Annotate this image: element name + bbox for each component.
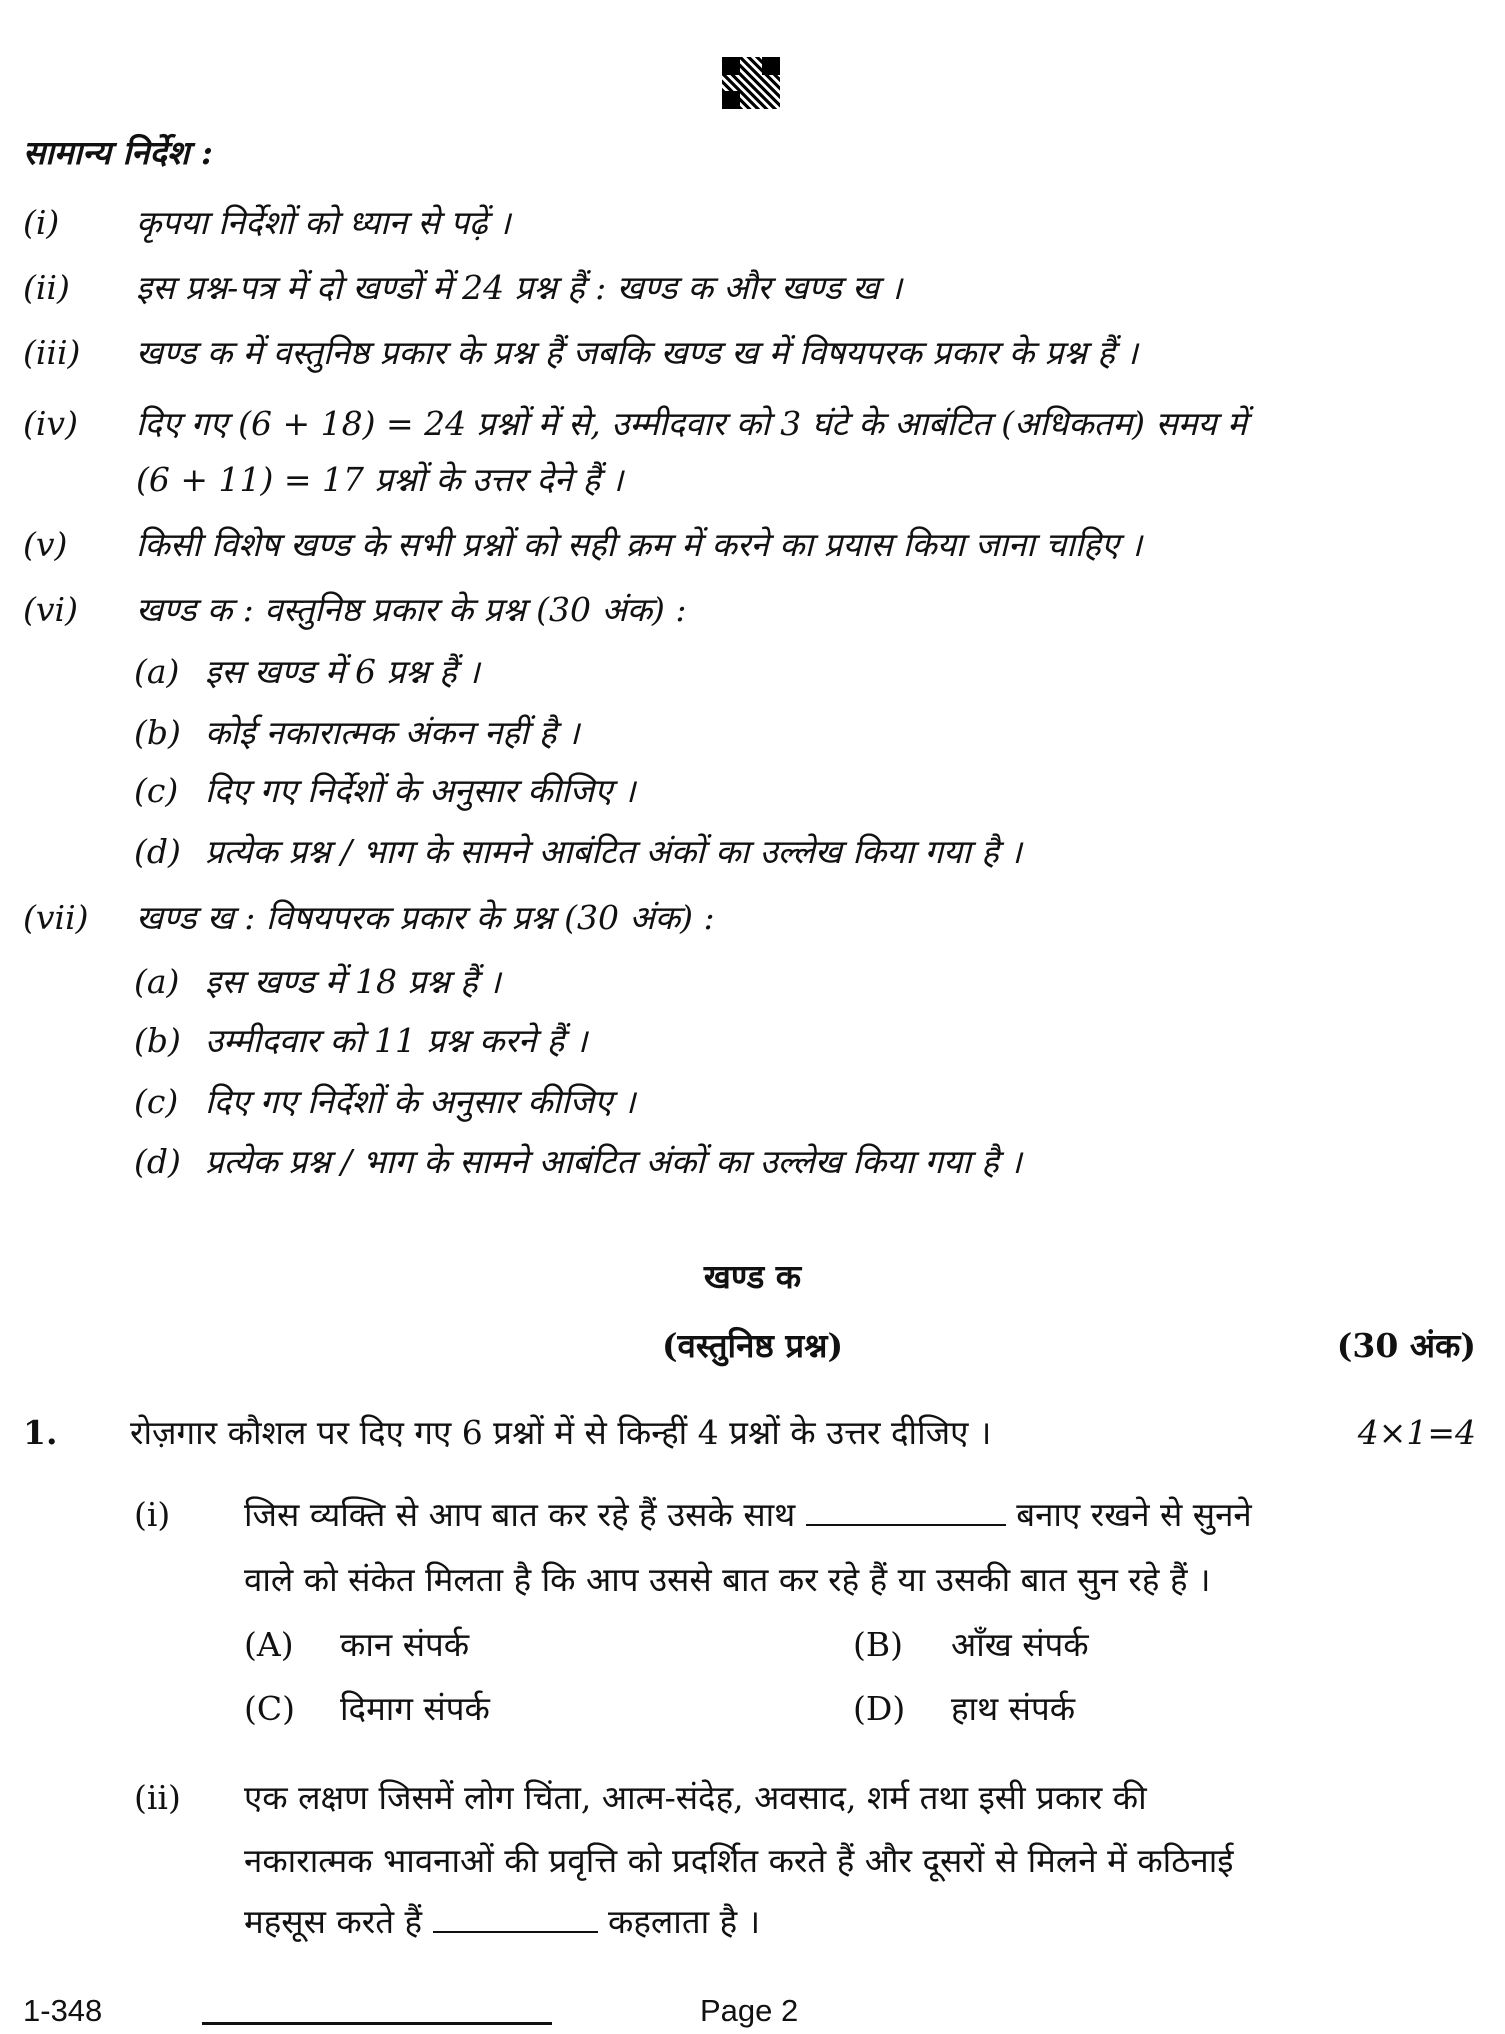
answer-blank: [806, 1523, 1006, 1526]
part-text: एक लक्षण जिसमें लोग चिंता, आत्म-संदेह, अवसाद, शर्म तथा इसी प्रकार की: [244, 1778, 1147, 1817]
sub-num: (c): [134, 771, 179, 810]
paper-code: 1-348: [23, 1993, 103, 2028]
instruction-num: (vi): [23, 590, 78, 629]
sub-text: दिए गए निर्देशों के अनुसार कीजिए ।: [205, 771, 636, 810]
instructions-title: सामान्य निर्देश :: [23, 133, 213, 172]
sub-num: (b): [134, 1021, 181, 1060]
sub-text: इस खण्ड में 6 प्रश्न हैं ।: [205, 652, 480, 691]
sub-text: प्रत्येक प्रश्न / भाग के सामने आबंटित अंकों का उल्लेख किया गया है ।: [205, 832, 1022, 871]
instruction-text: खण्ड ख : विषयपरक प्रकार के प्रश्न (30 अंक) :: [136, 898, 715, 937]
sub-num: (c): [134, 1082, 179, 1121]
page-number: Page 2: [700, 1993, 799, 2028]
section-marks: (30 अंक): [1336, 1326, 1476, 1365]
option-label: (B): [853, 1625, 903, 1664]
part-text: जिस व्यक्ति से आप बात कर रहे हैं उसके साथ बनाए रखने से सुनने: [244, 1495, 1252, 1534]
section-subtitle: (वस्तुनिष्ठ प्रश्न): [661, 1326, 844, 1365]
instruction-text: खण्ड क : वस्तुनिष्ठ प्रकार के प्रश्न (30 अंक) :: [136, 590, 687, 629]
section-title: खण्ड क: [703, 1257, 802, 1296]
instruction-text-continued: (6 + 11) = 17 प्रश्नों के उत्तर देने हैं ।: [136, 460, 624, 499]
instruction-text: कृपया निर्देशों को ध्यान से पढ़ें ।: [136, 203, 511, 242]
instruction-num: (v): [23, 525, 68, 564]
part-num: (i): [134, 1495, 171, 1534]
part-text: वाले को संकेत मिलता है कि आप उससे बात कर रहे हैं या उसकी बात सुन रहे हैं ।: [244, 1560, 1211, 1599]
sub-text: इस खण्ड में 18 प्रश्न हैं ।: [205, 962, 501, 1001]
answer-blank: [433, 1930, 598, 1933]
instruction-num: (vii): [23, 898, 89, 937]
instruction-text: किसी विशेष खण्ड के सभी प्रश्नों को सही क्रम में करने का प्रयास किया जाना चाहिए ।: [136, 525, 1143, 564]
instruction-num: (iii): [23, 333, 81, 372]
instruction-num: (ii): [23, 268, 70, 307]
sub-num: (b): [134, 713, 181, 752]
instruction-num: (i): [23, 203, 60, 242]
option-text: दिमाग संपर्क: [340, 1689, 490, 1728]
part-text: महसूस करते हैं कहलाता है ।: [244, 1902, 761, 1941]
sub-num: (a): [134, 652, 180, 691]
option-text: कान संपर्क: [340, 1625, 470, 1664]
sub-text: दिए गए निर्देशों के अनुसार कीजिए ।: [205, 1082, 636, 1121]
option-text: हाथ संपर्क: [951, 1689, 1076, 1728]
option-text: आँख संपर्क: [951, 1625, 1089, 1664]
question-marks: 4×1=4: [1357, 1413, 1476, 1452]
part-text: नकारात्मक भावनाओं की प्रवृत्ति को प्रदर्शित करते हैं और दूसरों से मिलने में कठिनाई: [244, 1841, 1234, 1880]
sub-text: कोई नकारात्मक अंकन नहीं है ।: [205, 713, 580, 752]
footer-divider: [202, 2022, 552, 2025]
part-num: (ii): [134, 1778, 181, 1817]
instruction-num: (iv): [23, 404, 78, 443]
option-label: (A): [244, 1625, 294, 1664]
sub-text: उम्मीदवार को 11 प्रश्न करने हैं ।: [205, 1021, 588, 1060]
instruction-text: इस प्रश्न-पत्र में दो खण्डों में 24 प्रश्न हैं : खण्ड क और खण्ड ख ।: [136, 268, 902, 307]
sub-num: (d): [134, 1142, 181, 1181]
sub-num: (a): [134, 962, 180, 1001]
question-text: रोज़गार कौशल पर दिए गए 6 प्रश्नों में से किन्हीं 4 प्रश्नों के उत्तर दीजिए ।: [130, 1413, 992, 1452]
sub-num: (d): [134, 832, 181, 871]
question-number: 1.: [23, 1413, 58, 1452]
option-label: (D): [853, 1689, 906, 1728]
sub-text: प्रत्येक प्रश्न / भाग के सामने आबंटित अंकों का उल्लेख किया गया है ।: [205, 1142, 1022, 1181]
option-label: (C): [244, 1689, 295, 1728]
instruction-text: दिए गए (6 + 18) = 24 प्रश्नों में से, उम्मीदवार को 3 घंटे के आबंटित (अधिकतम) समय में: [136, 404, 1247, 443]
qr-code: [722, 57, 780, 109]
instruction-text: खण्ड क में वस्तुनिष्ठ प्रकार के प्रश्न हैं जबकि खण्ड ख में विषयपरक प्रकार के प्रश्न हैं ।: [136, 333, 1138, 372]
